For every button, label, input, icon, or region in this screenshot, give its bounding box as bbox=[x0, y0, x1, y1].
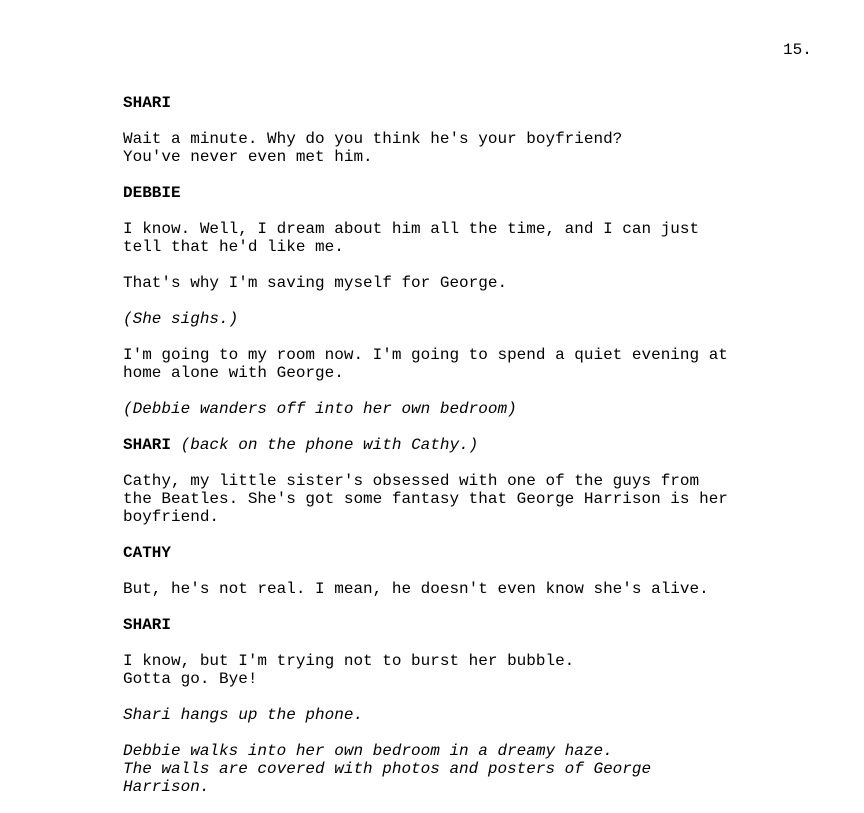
character-note: (back on the phone with Cathy.) bbox=[180, 436, 479, 454]
character-name: SHARI bbox=[123, 436, 172, 454]
dialogue-line: You've never even met him. bbox=[123, 148, 373, 166]
character-name: SHARI bbox=[123, 616, 172, 634]
dialogue-line: home alone with George. bbox=[123, 364, 344, 382]
dialogue-line: tell that he'd like me. bbox=[123, 238, 344, 256]
dialogue-line: Wait a minute. Why do you think he's your boyfriend? bbox=[123, 130, 623, 148]
script-body bbox=[123, 94, 823, 796]
parenthetical-line: (Debbie wanders off into her own bedroom) bbox=[123, 400, 517, 418]
dialogue-line: I'm going to my room now. I'm going to spend a quiet evening at bbox=[123, 346, 728, 364]
dialogue-line: But, he's not real. I mean, he doesn't even know she's alive. bbox=[123, 580, 709, 598]
parenthetical-line: (She sighs.) bbox=[123, 310, 239, 328]
character-name: SHARI bbox=[123, 94, 172, 112]
action-line: The walls are covered with photos and posters of George bbox=[123, 760, 652, 778]
character-name: DEBBIE bbox=[123, 184, 181, 202]
dialogue-line: boyfriend. bbox=[123, 508, 220, 526]
action-line: Harrison. bbox=[123, 778, 210, 796]
character-name: CATHY bbox=[123, 544, 172, 562]
dialogue-line: the Beatles. She's got some fantasy that George Harrison is her bbox=[123, 490, 728, 508]
character-line bbox=[123, 436, 823, 454]
action-line: Shari hangs up the phone. bbox=[123, 706, 364, 724]
action-line: Debbie walks into her own bedroom in a dreamy haze. bbox=[123, 742, 613, 760]
dialogue-line: I know. Well, I dream about him all the time, and I can just bbox=[123, 220, 700, 238]
dialogue-line: Gotta go. Bye! bbox=[123, 670, 258, 688]
dialogue-line: I know, but I'm trying not to burst her bubble. bbox=[123, 652, 575, 670]
page-number: 15. bbox=[783, 41, 812, 59]
dialogue-line: That's why I'm saving myself for George. bbox=[123, 274, 508, 292]
dialogue-line: Cathy, my little sister's obsessed with one of the guys from bbox=[123, 472, 700, 490]
